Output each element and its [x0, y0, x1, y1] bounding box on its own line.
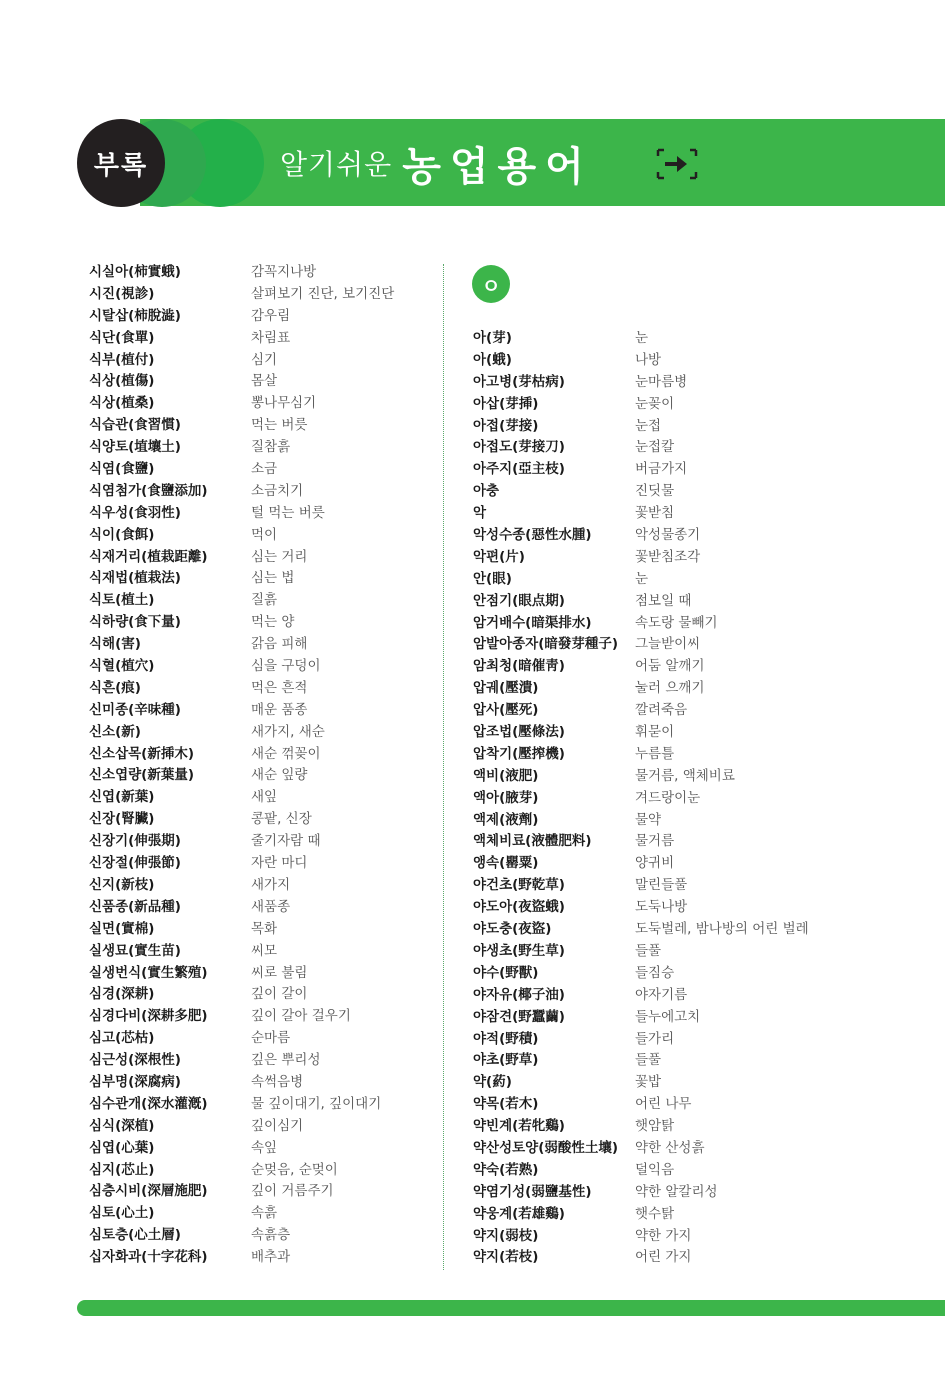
glossary-term: 심식(深植) — [89, 1117, 155, 1134]
glossary-definition: 눈접칼 — [635, 439, 675, 456]
glossary-definition: 눈 — [635, 570, 649, 587]
column-divider — [443, 264, 444, 1270]
glossary-term: 악편(片) — [473, 548, 525, 565]
glossary-term: 심층시비(深層施肥) — [89, 1183, 208, 1200]
title-sub: 알기쉬운 — [280, 148, 393, 181]
glossary-definition: 속흙 — [251, 1205, 278, 1222]
glossary-definition: 새가지 — [251, 876, 291, 893]
glossary-definition: 깊이 갈이 — [251, 986, 308, 1003]
glossary-term: 신미종(辛味種) — [89, 701, 181, 718]
glossary-term: 약산성토양(弱酸性土壤) — [473, 1139, 619, 1156]
glossary-term: 식단(食單) — [89, 329, 155, 346]
glossary-term: 시실아(柿實蛾) — [89, 264, 181, 280]
glossary-definition: 깊이 거름주기 — [251, 1183, 334, 1200]
glossary-definition: 점보일 때 — [635, 592, 692, 609]
glossary-term: 신장(腎臟) — [89, 811, 155, 828]
glossary-definition: 씨모 — [251, 942, 278, 959]
glossary-term: 압궤(壓潰) — [473, 680, 539, 697]
glossary-term: 악성수종(惡性水腫) — [473, 527, 592, 544]
glossary-definition: 속잎 — [251, 1139, 278, 1156]
glossary-term: 압착기(壓搾機) — [473, 745, 565, 762]
glossary-definition: 순마름 — [251, 1030, 291, 1047]
glossary-term: 신엽(新葉) — [89, 789, 155, 806]
glossary-definition: 속썩음병 — [251, 1073, 304, 1090]
glossary-term: 심수관개(深水灌漑) — [89, 1095, 208, 1112]
glossary-definition: 도둑나방 — [635, 899, 688, 916]
glossary-definition: 새품종 — [251, 898, 291, 915]
glossary-term: 심부명(深腐病) — [89, 1073, 181, 1090]
glossary-definition: 새가지, 새순 — [251, 723, 325, 740]
section-letter-badge: ㅇ — [472, 265, 510, 303]
glossary-term: 약염기성(弱鹽基性) — [473, 1183, 592, 1200]
glossary-term: 약웅계(若雄鷄) — [473, 1205, 565, 1222]
glossary-definition: 소금치기 — [251, 482, 304, 499]
appendix-badge: 부록 — [93, 150, 149, 181]
glossary-term: 야건초(野乾草) — [473, 877, 565, 894]
glossary-definition: 소금 — [251, 461, 278, 478]
glossary-term: 야도충(夜盜) — [473, 921, 552, 938]
glossary-term: 신소(新) — [89, 723, 141, 740]
glossary-term: 신장기(伸張期) — [89, 833, 181, 850]
glossary-term: 심토층(心土層) — [89, 1227, 181, 1244]
glossary-definition: 어둠 알깨기 — [635, 658, 705, 675]
glossary-term: 액아(腋芽) — [473, 789, 539, 806]
glossary-term: 아접(芽接) — [473, 417, 539, 434]
glossary-term: 야수(野獸) — [473, 964, 539, 981]
glossary-definition: 누름틀 — [635, 745, 675, 762]
glossary-definition: 순멎음, 순멎이 — [251, 1161, 338, 1178]
glossary-definition: 들가리 — [635, 1030, 675, 1047]
glossary-definition: 햇암탉 — [635, 1118, 675, 1135]
glossary-definition: 씨로 불림 — [251, 964, 308, 981]
glossary-definition: 깊이심기 — [251, 1117, 304, 1134]
glossary-term: 십자화과(十字花科) — [89, 1249, 208, 1266]
glossary-term: 야생초(野生草) — [473, 942, 565, 959]
glossary-term: 아충 — [473, 483, 500, 500]
footer-bar — [77, 1300, 945, 1316]
glossary-definition: 심는 거리 — [251, 548, 308, 565]
glossary-term: 실면(實棉) — [89, 920, 155, 937]
glossary-term: 안점기(眼点期) — [473, 592, 565, 609]
glossary-term: 실생묘(實生苗) — [89, 942, 181, 959]
glossary-definition: 눈꽂이 — [635, 395, 675, 412]
glossary-definition: 속흙층 — [251, 1227, 291, 1244]
glossary-definition: 몸살 — [251, 373, 278, 390]
glossary-term: 야적(野積) — [473, 1030, 539, 1047]
glossary-definition: 눈 — [635, 330, 649, 346]
glossary-term: 약지(若枝) — [473, 1249, 539, 1266]
glossary-definition: 목화 — [251, 920, 278, 937]
glossary-definition: 휘묻이 — [635, 724, 675, 741]
glossary-term: 심경(深耕) — [89, 986, 155, 1003]
glossary-definition: 뽕나무심기 — [251, 395, 317, 412]
glossary-term: 안(眼) — [473, 570, 512, 587]
glossary-term: 야도아(夜盜蛾) — [473, 899, 565, 916]
glossary-term: 암발아종자(暗發芽種子) — [473, 636, 619, 653]
glossary-term: 신소삽목(新揷木) — [89, 745, 195, 762]
glossary-term: 아고병(芽枯病) — [473, 373, 565, 390]
glossary-term: 액비(液肥) — [473, 767, 539, 784]
glossary-definition: 깔려죽음 — [635, 702, 688, 719]
glossary-term: 심지(芯止) — [89, 1161, 155, 1178]
glossary-term: 약숙(若熟) — [473, 1161, 539, 1178]
glossary-term: 식상(植傷) — [89, 373, 155, 390]
glossary-definition: 버금가지 — [635, 461, 688, 478]
glossary-definition: 자란 마디 — [251, 855, 308, 872]
glossary-term: 야초(野草) — [473, 1052, 539, 1069]
glossary-definition: 심기 — [251, 351, 278, 368]
glossary-definition: 먹이 — [251, 526, 278, 543]
glossary-definition: 꽃받침 — [635, 505, 675, 522]
glossary-definition: 매운 품종 — [251, 701, 308, 718]
glossary-term: 식혈(植穴) — [89, 658, 155, 675]
title-main: 농업용어 — [402, 143, 593, 190]
glossary-term: 아(芽) — [473, 330, 512, 346]
glossary-definition: 햇수탉 — [635, 1205, 675, 1222]
glossary-term: 식재법(植栽法) — [89, 570, 181, 587]
glossary-term: 신소엽량(新葉量) — [89, 767, 195, 784]
glossary-definition: 새잎 — [251, 789, 278, 806]
glossary-term: 액체비료(液體肥料) — [473, 833, 592, 850]
glossary-term: 심경다비(深耕多肥) — [89, 1008, 208, 1025]
glossary-term: 식염첨가(食鹽添加) — [89, 482, 208, 499]
glossary-definition: 양귀비 — [635, 855, 675, 872]
glossary-definition: 깊이 갈아 걸우기 — [251, 1008, 351, 1025]
glossary-term: 아삽(芽揷) — [473, 395, 539, 412]
glossary-definition: 그늘받이씨 — [635, 636, 701, 653]
glossary-definition: 진딧물 — [635, 483, 675, 500]
glossary-definition: 나방 — [635, 351, 662, 368]
glossary-definition: 털 먹는 버릇 — [251, 504, 325, 521]
glossary-term: 심고(芯枯) — [89, 1030, 155, 1047]
glossary-term: 식흔(痕) — [89, 679, 141, 696]
glossary-term: 식토(植土) — [89, 592, 155, 609]
glossary-term: 식이(食餌) — [89, 526, 155, 543]
glossary-term: 야잠견(野蠶繭) — [473, 1008, 565, 1025]
glossary-definition: 말린들풀 — [635, 877, 688, 894]
glossary-definition: 악성물종기 — [635, 527, 701, 544]
glossary-definition: 야자기름 — [635, 986, 688, 1003]
glossary-definition: 도둑벌레, 밤나방의 어린 벌레 — [635, 921, 809, 938]
glossary-definition: 눌러 으깨기 — [635, 680, 705, 697]
glossary-term: 심엽(心葉) — [89, 1139, 155, 1156]
glossary-definition: 눈마름병 — [635, 373, 688, 390]
glossary-definition: 질참흙 — [251, 439, 291, 456]
glossary-term: 식상(植桑) — [89, 395, 155, 412]
glossary-definition: 약한 가지 — [635, 1227, 692, 1244]
glossary-definition: 감우림 — [251, 307, 291, 324]
glossary-term: 신장절(伸張節) — [89, 855, 181, 872]
glossary-definition: 심을 구덩이 — [251, 658, 321, 675]
glossary-term: 신품종(新品種) — [89, 898, 181, 915]
glossary-term: 앵속(罌粟) — [473, 855, 539, 872]
glossary-term: 식해(害) — [89, 636, 141, 653]
glossary-term: 약목(若木) — [473, 1096, 539, 1113]
glossary-definition: 약한 알칼리성 — [635, 1183, 718, 1200]
glossary-definition: 차림표 — [251, 329, 291, 346]
glossary-definition: 들짐승 — [635, 964, 675, 981]
glossary-term: 야자유(椰子油) — [473, 986, 565, 1003]
glossary-term: 약(葯) — [473, 1074, 512, 1091]
glossary-definition: 먹는 버릇 — [251, 417, 308, 434]
glossary-definition: 먹은 흔적 — [251, 679, 308, 696]
page-title — [280, 138, 593, 188]
glossary-term: 식부(植付) — [89, 351, 155, 368]
glossary-term: 신지(新枝) — [89, 876, 155, 893]
glossary-term: 악 — [473, 505, 487, 522]
glossary-term: 아주지(亞主枝) — [473, 461, 565, 478]
glossary-definition: 약한 산성흙 — [635, 1139, 705, 1156]
glossary-term: 식하량(食下量) — [89, 614, 181, 631]
glossary-term: 아(蛾) — [473, 351, 512, 368]
glossary-definition: 물거름, 액체비료 — [635, 767, 735, 784]
glossary-definition: 눈접 — [635, 417, 662, 434]
glossary-term: 식우성(食羽性) — [89, 504, 181, 521]
glossary-definition: 새순 잎량 — [251, 767, 308, 784]
glossary-definition: 들풀 — [635, 942, 662, 959]
glossary-definition: 감꼭지나방 — [251, 264, 317, 280]
glossary-term: 심근성(深根性) — [89, 1052, 181, 1069]
glossary-definition: 덜익음 — [635, 1161, 675, 1178]
glossary-definition: 속도랑 물빼기 — [635, 614, 718, 631]
glossary-definition: 겨드랑이눈 — [635, 789, 701, 806]
glossary-term: 압사(壓死) — [473, 702, 539, 719]
glossary-term: 암거배수(暗渠排水) — [473, 614, 592, 631]
glossary-definition: 콩팥, 신장 — [251, 811, 312, 828]
glossary-definition: 새순 꺾꽂이 — [251, 745, 321, 762]
glossary-term: 약빈계(若牝鷄) — [473, 1118, 565, 1135]
glossary-term: 아접도(芽接刀) — [473, 439, 565, 456]
glossary-definition: 줄기자람 때 — [251, 833, 321, 850]
glossary-definition: 갉음 피해 — [251, 636, 308, 653]
glossary-definition: 들누에고치 — [635, 1008, 701, 1025]
glossary-term: 심토(心土) — [89, 1205, 155, 1222]
glossary-definition: 물거름 — [635, 833, 675, 850]
glossary-term: 실생번식(實生繁殖) — [89, 964, 208, 981]
glossary-term: 압조법(壓條法) — [473, 724, 565, 741]
glossary-definition: 심는 법 — [251, 570, 295, 587]
glossary-definition: 어린 나무 — [635, 1096, 692, 1113]
glossary-definition: 살펴보기 진단, 보기진단 — [251, 285, 395, 302]
glossary-term: 액제(液劑) — [473, 811, 539, 828]
glossary-term: 암최청(暗催靑) — [473, 658, 565, 675]
glossary-definition: 물 깊이대기, 깊이대기 — [251, 1095, 382, 1112]
glossary-term: 식습관(食習慣) — [89, 417, 181, 434]
glossary-term: 시탈삽(柿脫澁) — [89, 307, 181, 324]
glossary-term: 시진(視診) — [89, 285, 155, 302]
glossary-term: 식염(食鹽) — [89, 461, 155, 478]
glossary-term: 식양토(埴壤土) — [89, 439, 181, 456]
glossary-definition: 들풀 — [635, 1052, 662, 1069]
glossary-definition: 꽃받침조각 — [635, 548, 701, 565]
glossary-definition: 배추과 — [251, 1249, 291, 1266]
glossary-definition: 어린 가지 — [635, 1249, 692, 1266]
glossary-term: 약지(弱枝) — [473, 1227, 539, 1244]
glossary-definition: 깊은 뿌리성 — [251, 1052, 321, 1069]
glossary-definition: 꽃밥 — [635, 1074, 662, 1091]
glossary-term: 식재거리(植栽距離) — [89, 548, 208, 565]
glossary-definition: 먹는 양 — [251, 614, 295, 631]
glossary-definition: 질흙 — [251, 592, 278, 609]
arrow-into-bracket-icon — [656, 148, 698, 180]
glossary-definition: 물약 — [635, 811, 662, 828]
